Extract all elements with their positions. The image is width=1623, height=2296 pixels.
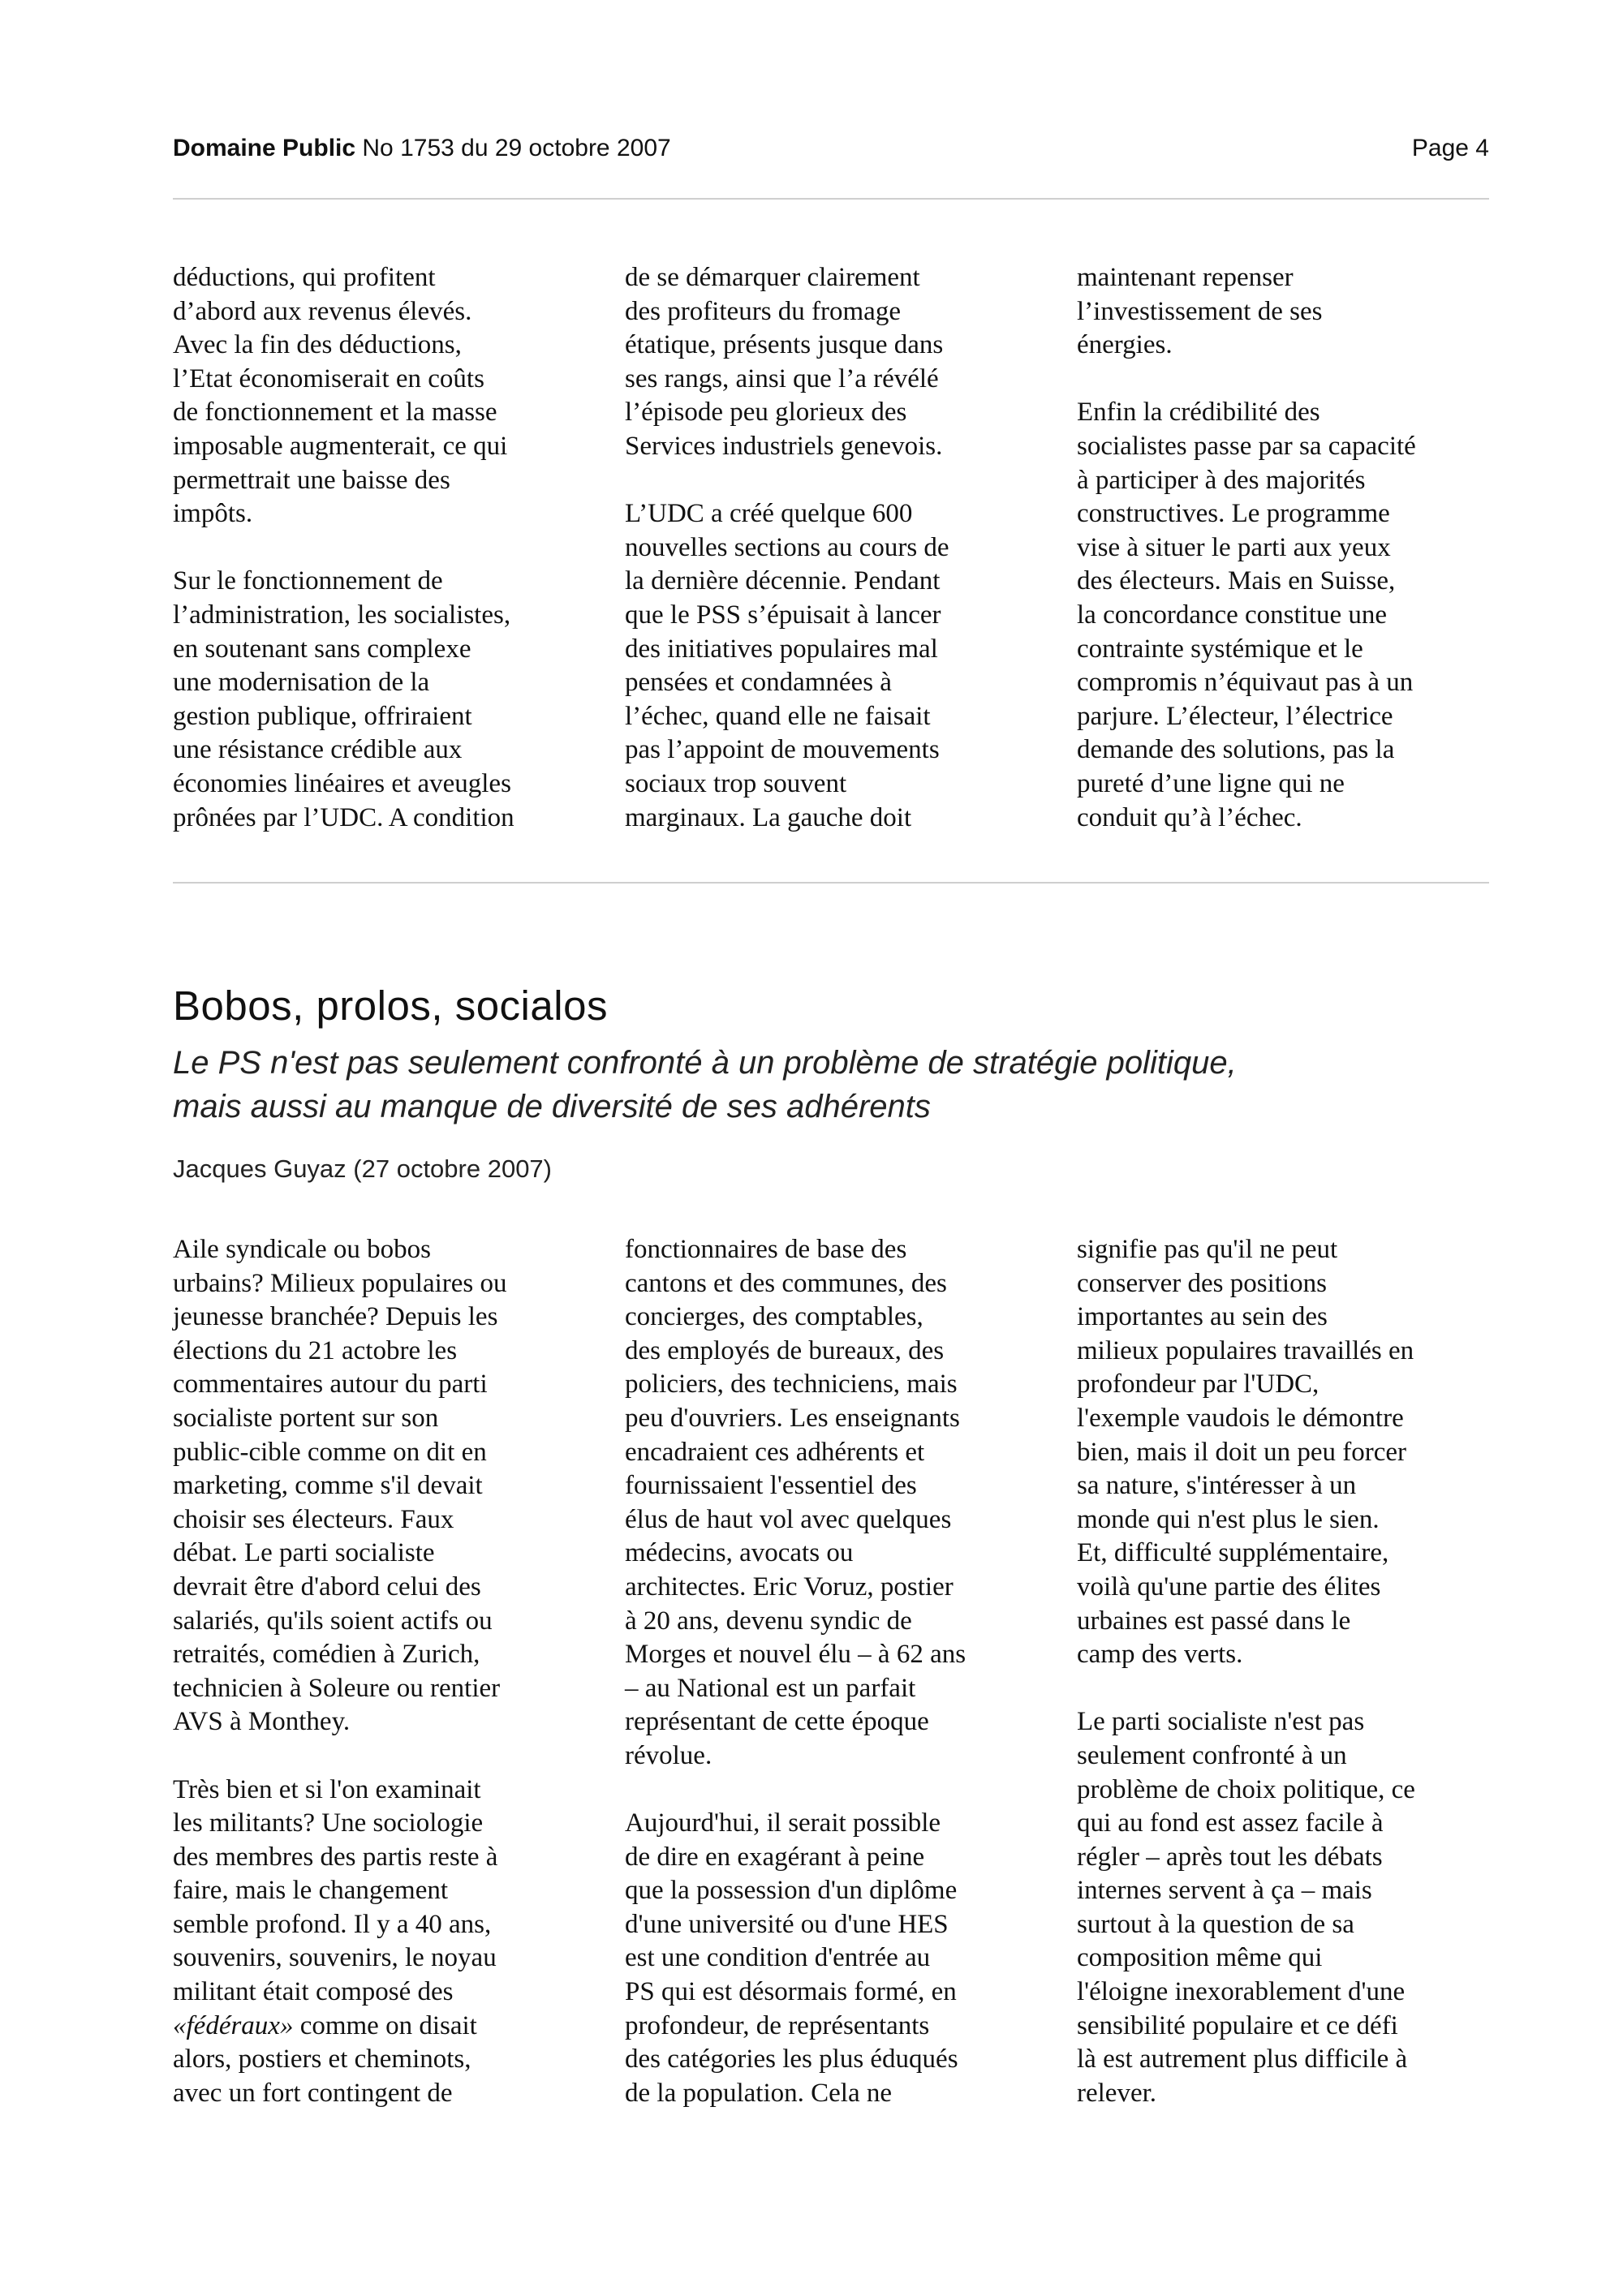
text-line: Très bien et si l'on examinait (173, 1774, 481, 1804)
text-line: l’administration, les socialistes, (173, 600, 511, 630)
text-line: retraités, comédien à Zurich, (173, 1640, 480, 1670)
text-line: de dire en exagérant à peine (625, 1842, 925, 1872)
text-line: souvenirs, souvenirs, le noyau (173, 1943, 497, 1973)
paragraph (173, 261, 595, 531)
article-column-2 (625, 1233, 1047, 2110)
text-line: parjure. L’électeur, l’électrice (1077, 701, 1393, 731)
text-line: énergies. (1077, 330, 1173, 360)
text-line: des électeurs. Mais en Suisse, (1077, 566, 1396, 596)
text-line: profondeur par l'UDC, (1077, 1369, 1319, 1400)
text-line: relever. (1077, 2078, 1157, 2108)
text-line: urbains? Milieux populaires ou (173, 1268, 507, 1298)
text-line: déductions, qui profitent (173, 263, 436, 292)
text-line: Et, difficulté supplémentaire, (1077, 1538, 1389, 1568)
header-divider (173, 198, 1489, 200)
article-byline: Jacques Guyaz (27 octobre 2007) (173, 1154, 552, 1183)
text-line: que le PSS s’épuisait à lancer (625, 600, 941, 630)
text-line: marketing, comme s'il devait (173, 1471, 483, 1501)
text-line: de se démarquer clairement (625, 263, 920, 292)
text-line: est une condition d'entrée au (625, 1943, 931, 1973)
page-header (173, 130, 1489, 170)
text-line: une résistance crédible aux (173, 735, 463, 765)
continued-column-2 (625, 261, 1047, 835)
text-line: qui au fond est assez facile à (1077, 1808, 1384, 1838)
text-line: permettrait une baisse des (173, 465, 450, 495)
text-line: de fonctionnement et la masse (173, 398, 497, 428)
text-line: Services industriels genevois. (625, 431, 943, 461)
text-line: marginaux. La gauche doit (625, 802, 912, 832)
text-line: pureté d’une ligne qui ne (1077, 768, 1345, 798)
text-line: salariés, qu'ils soient actifs ou (173, 1606, 493, 1636)
text-line: imposable augmenterait, ce qui (173, 431, 508, 461)
text-line: d'une université ou d'une HES (625, 1909, 949, 1939)
text-line: des membres des partis reste à (173, 1842, 498, 1872)
text-line: des initiatives populaires mal (625, 634, 938, 664)
text-line: Aile syndicale ou bobos (173, 1235, 432, 1264)
text-line: représentant de cette époque (625, 1707, 929, 1737)
text-line: pensées et condamnées à (625, 668, 892, 698)
continued-column-3 (1077, 261, 1499, 835)
text-line: faire, mais le changement (173, 1876, 449, 1906)
text-line: vise à situer le parti aux yeux (1077, 532, 1391, 562)
text-line: bien, mais il doit un peu forcer (1077, 1437, 1406, 1467)
text-line: policiers, des techniciens, mais (625, 1369, 958, 1400)
text-line: des catégories les plus éduqués (625, 2044, 958, 2075)
text-line: AVS à Monthey. (173, 1707, 351, 1737)
text-line: l'exemple vaudois le démontre (1077, 1403, 1404, 1433)
text-line: révolue. (625, 1740, 712, 1770)
text-line: jeunesse branchée? Depuis les (173, 1302, 498, 1332)
text-line: – au National est un parfait (625, 1673, 916, 1703)
text-line: voilà qu'une partie des élites (1077, 1572, 1381, 1602)
text-line: fournissaient l'essentiel des (625, 1471, 917, 1501)
text-line: l'éloigne inexorablement d'une (1077, 1977, 1406, 2007)
text-line: la dernière décennie. Pendant (625, 566, 941, 596)
text-line: une modernisation de la (173, 668, 430, 698)
text-line: à 20 ans, devenu syndic de (625, 1606, 912, 1636)
text-line: élus de haut vol avec quelques (625, 1504, 952, 1534)
text-line: socialistes passe par sa capacité (1077, 431, 1416, 461)
text-line: que la possession d'un diplôme (625, 1876, 958, 1906)
text-line: Avec la fin des déductions, (173, 330, 462, 360)
text-line: avec un fort contingent de (173, 2078, 453, 2108)
text-line: des employés de bureaux, des (625, 1335, 945, 1365)
article-title: Bobos, prolos, socialos (173, 982, 608, 1029)
article-divider (173, 882, 1489, 884)
text-line: socialiste portent sur son (173, 1403, 439, 1433)
text-line: économies linéaires et aveugles (173, 768, 511, 798)
text-line: technicien à Soleure ou rentier (173, 1673, 501, 1703)
text-line: régler – après tout les débats (1077, 1842, 1383, 1872)
text-line: nouvelles sections au cours de (625, 532, 949, 562)
emphasis: «fédéraux» (173, 2010, 294, 2040)
text-line: Enfin la crédibilité des (1077, 398, 1320, 428)
text-line: camp des verts. (1077, 1640, 1243, 1670)
text-line: Le parti socialiste n'est pas (1077, 1707, 1365, 1737)
text-line: encadraient ces adhérents et (625, 1437, 925, 1467)
text-line: semble profond. Il y a 40 ans, (173, 1909, 492, 1939)
article-column-3 (1077, 1233, 1499, 2110)
text-line: choisir ses électeurs. Faux (173, 1504, 454, 1534)
text-line: ses rangs, ainsi que l’a révélé (625, 363, 939, 393)
text-line: surtout à la question de sa (1077, 1909, 1354, 1939)
subtitle-line: Le PS n'est pas seulement confronté à un problème de stratégie politique, (173, 1045, 1237, 1081)
paragraph (625, 497, 1047, 835)
text-line: sociaux trop souvent (625, 768, 847, 798)
text-line: débat. Le parti socialiste (173, 1538, 435, 1568)
continued-column-1 (173, 261, 595, 835)
text-line: l’investissement de ses (1077, 296, 1323, 326)
publication-name: Domaine Public (173, 135, 356, 161)
text-line: cantons et des communes, des (625, 1268, 947, 1298)
text-line: demande des solutions, pas la (1077, 735, 1395, 765)
text-line: concierges, des comptables, (625, 1302, 923, 1332)
text-line: contrainte systémique et le (1077, 634, 1363, 664)
text-line: profondeur, de représentants (625, 2010, 930, 2040)
page-number: Page 4 (1411, 135, 1489, 161)
text-line: seulement confronté à un (1077, 1740, 1347, 1770)
paragraph (625, 261, 1047, 464)
text-line: compromis n’équivaut pas à un (1077, 668, 1414, 698)
text-line: les militants? Une sociologie (173, 1808, 484, 1838)
text-line: Morges et nouvel élu – à 62 ans (625, 1640, 966, 1670)
text-line: Sur le fonctionnement de (173, 566, 443, 596)
paragraph (625, 1233, 1047, 1774)
text-line: L’UDC a créé quelque 600 (625, 499, 913, 529)
text-line: milieux populaires travaillés en (1077, 1335, 1414, 1365)
text-line: «fédéraux» comme on disait (173, 2010, 477, 2040)
paragraph (1077, 261, 1499, 363)
text-line: militant était composé des (173, 1977, 454, 2007)
text-line: conserver des positions (1077, 1268, 1327, 1298)
paragraph (173, 1774, 595, 2111)
paragraph (173, 1233, 595, 1739)
text-line: de la population. Cela ne (625, 2078, 892, 2108)
paragraph (1077, 396, 1499, 835)
text-line: composition même qui (1077, 1943, 1323, 1973)
text-line: commentaires autour du parti (173, 1369, 488, 1400)
text-line: à participer à des majorités (1077, 465, 1366, 495)
text-line: l’épisode peu glorieux des (625, 398, 907, 428)
text-line: problème de choix politique, ce (1077, 1774, 1415, 1804)
text-line: en soutenant sans complexe (173, 634, 471, 664)
text-line: maintenant repenser (1077, 263, 1294, 292)
text-line: fonctionnaires de base des (625, 1235, 907, 1264)
text-line: devrait être d'abord celui des (173, 1572, 481, 1602)
text-line: conduit qu’à l’échec. (1077, 802, 1302, 832)
text-line: public-cible comme on dit en (173, 1437, 487, 1467)
paragraph (1077, 1233, 1499, 1672)
text-line: pas l’appoint de mouvements (625, 735, 940, 765)
text-line: sa nature, s'intéresser à un (1077, 1471, 1357, 1501)
text-line: étatique, présents jusque dans (625, 330, 944, 360)
paragraph (625, 1807, 1047, 2110)
text-line: constructives. Le programme (1077, 499, 1390, 529)
text-line: médecins, avocats ou (625, 1538, 854, 1568)
text-line: internes servent à ça – mais (1077, 1876, 1372, 1906)
issue-info: No 1753 du 29 octobre 2007 (362, 135, 671, 161)
publication-info (173, 135, 671, 162)
text-line: impôts. (173, 499, 253, 529)
text-line: d’abord aux revenus élevés. (173, 296, 472, 326)
subtitle-line: mais aussi au manque de diversité de ses adhérents (173, 1089, 931, 1124)
text-line: PS qui est désormais formé, en (625, 1977, 957, 2007)
paragraph (173, 565, 595, 835)
text-line: l’échec, quand elle ne faisait (625, 701, 931, 731)
text-line: importantes au sein des (1077, 1302, 1328, 1332)
text-line: architectes. Eric Voruz, postier (625, 1572, 954, 1602)
article-subtitle (173, 1041, 1489, 1129)
text-line: élections du 21 actobre les (173, 1335, 458, 1365)
article-column-1 (173, 1233, 595, 2110)
text-line: Aujourd'hui, il serait possible (625, 1808, 941, 1838)
text-line: gestion publique, offriraient (173, 701, 472, 731)
text-line: sensibilité populaire et ce défi (1077, 2010, 1398, 2040)
text-line: monde qui n'est plus le sien. (1077, 1504, 1380, 1534)
text-line: prônées par l’UDC. A condition (173, 802, 514, 832)
text-line: la concordance constitue une (1077, 600, 1388, 630)
text-line: l’Etat économiserait en coûts (173, 363, 484, 393)
text-line: là est autrement plus difficile à (1077, 2044, 1408, 2075)
paragraph (1077, 1705, 1499, 2110)
text-line: urbaines est passé dans le (1077, 1606, 1351, 1636)
text-line: peu d'ouvriers. Les enseignants (625, 1403, 960, 1433)
text-line: alors, postiers et cheminots, (173, 2044, 471, 2075)
text-line: des profiteurs du fromage (625, 296, 901, 326)
text-line: signifie pas qu'il ne peut (1077, 1235, 1338, 1264)
